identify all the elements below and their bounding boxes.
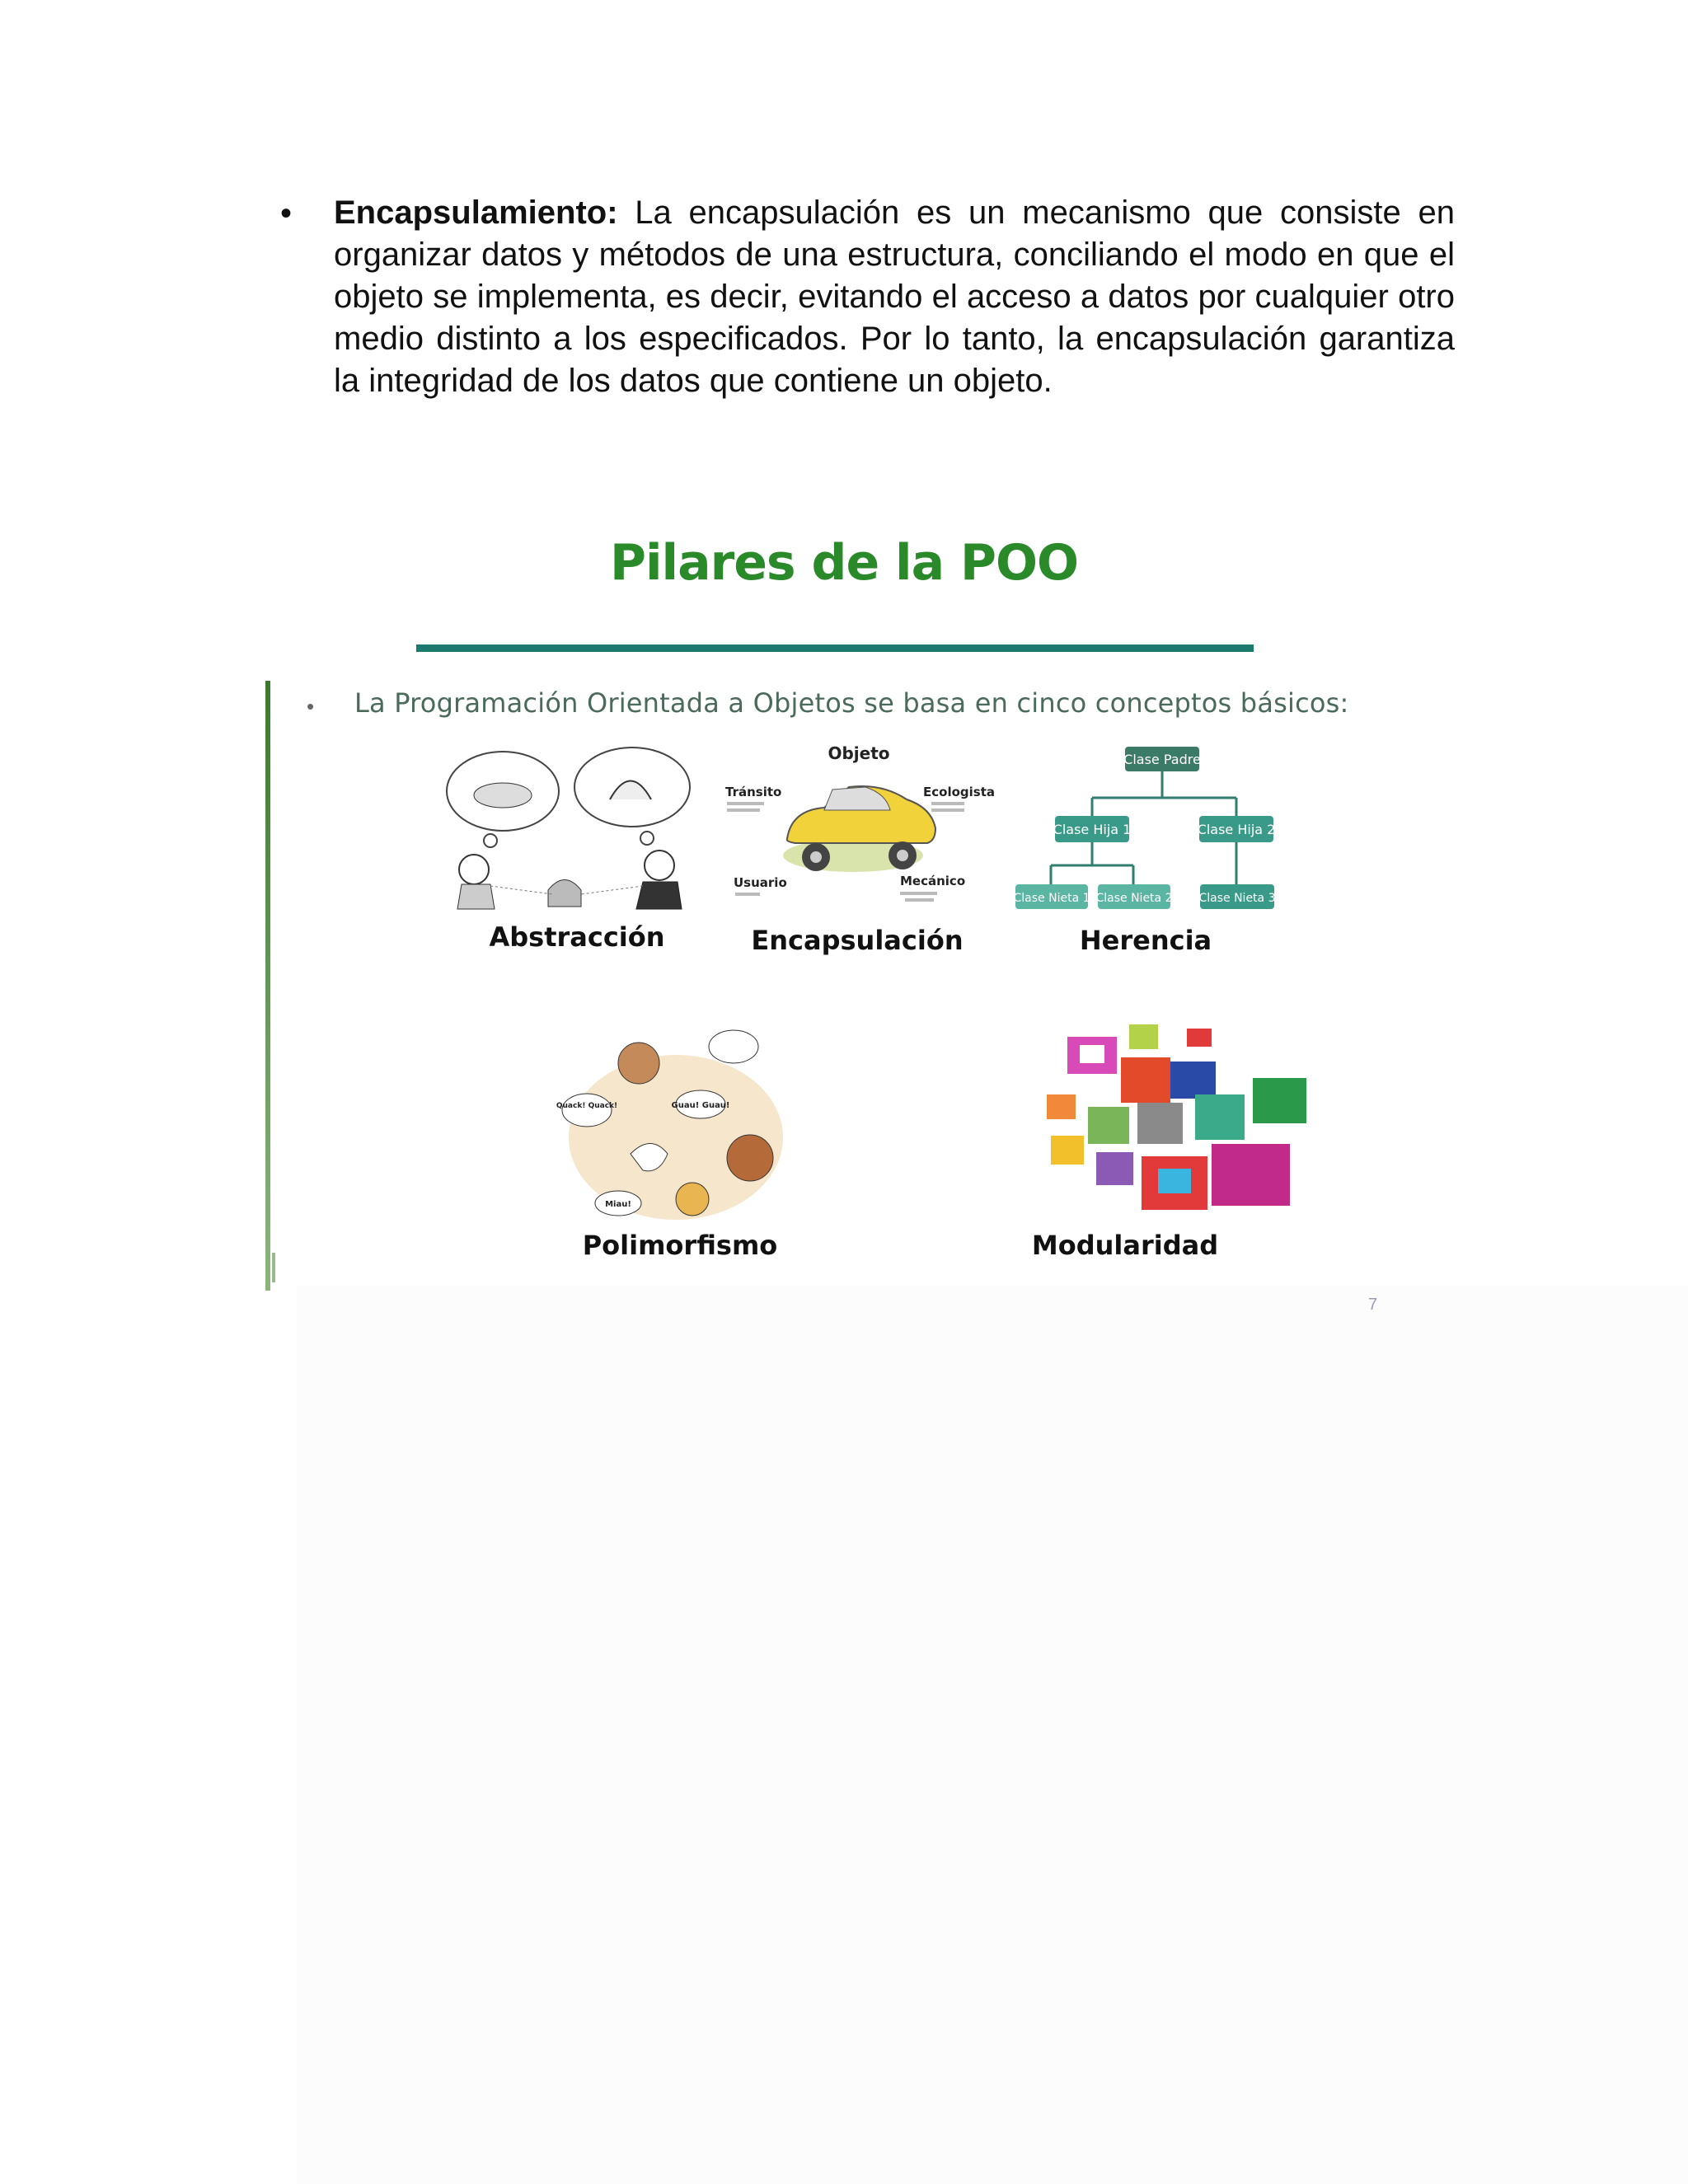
encaps-label-objeto: Objeto (828, 743, 890, 763)
caption-modularidad: Modularidad (1031, 1230, 1219, 1261)
slide-left-accent-foot (272, 1253, 275, 1282)
abstraccion-illustration (441, 746, 696, 911)
bullet-marker: • (280, 195, 293, 232)
paragraph-body: La encapsulación es un mecanismo que consiste en organizar datos y métodos de una estructura, conciliando el modo en que el objeto se implementa, es decir, evitando el acceso a datos por cualquier otro medio distinto a los especificados. Por lo tanto, la encapsulación garantiza la integridad de los datos que contiene un objeto. (334, 194, 1455, 399)
page-lower-area (297, 1286, 1688, 2184)
polimorfismo-bubble-quack: Quack! Quack! (556, 1102, 618, 1110)
caption-abstraccion: Abstracción (489, 921, 665, 953)
encaps-label-usuario: Usuario (734, 875, 787, 890)
herencia-clase-nieta-2: Clase Nieta 2 (1095, 892, 1173, 905)
encaps-label-mecanico: Mecánico (900, 874, 966, 888)
herencia-clase-hija-1: Clase Hija 1 (1053, 822, 1132, 837)
encaps-label-ecologista: Ecologista (923, 785, 995, 799)
caption-herencia: Herencia (1079, 925, 1212, 956)
herencia-diagram (1014, 742, 1286, 915)
polimorfismo-bubble-miau: Miau! (605, 1200, 631, 1209)
slide-bullet: • (307, 694, 315, 719)
modularidad-illustration (1043, 1020, 1315, 1218)
herencia-clase-nieta-3: Clase Nieta 3 (1198, 892, 1276, 905)
encaps-label-transito: Tránsito (725, 785, 782, 799)
caption-encapsulacion: Encapsulación (751, 925, 964, 956)
paragraph-text (334, 192, 1455, 402)
caption-polimorfismo: Polimorfismo (582, 1230, 778, 1261)
herencia-clase-nieta-1: Clase Nieta 1 (1013, 892, 1090, 905)
polimorfismo-illustration (556, 1026, 799, 1224)
slide-title-rule (416, 644, 1254, 652)
herencia-clase-hija-2: Clase Hija 2 (1197, 822, 1276, 837)
slide-page-number: 7 (1368, 1296, 1378, 1314)
herencia-clase-padre: Clase Padre (1123, 752, 1201, 767)
slide-intro-text: La Programación Orientada a Objetos se basa en cinco conceptos básicos: (354, 687, 1349, 719)
paragraph-term: Encapsulamiento: (334, 194, 618, 231)
polimorfismo-bubble-guau: Guau! Guau! (671, 1101, 730, 1110)
slide-title: Pilares de la POO (610, 534, 1078, 592)
slide-left-accent (265, 681, 270, 1291)
encapsulacion-illustration (717, 740, 997, 909)
